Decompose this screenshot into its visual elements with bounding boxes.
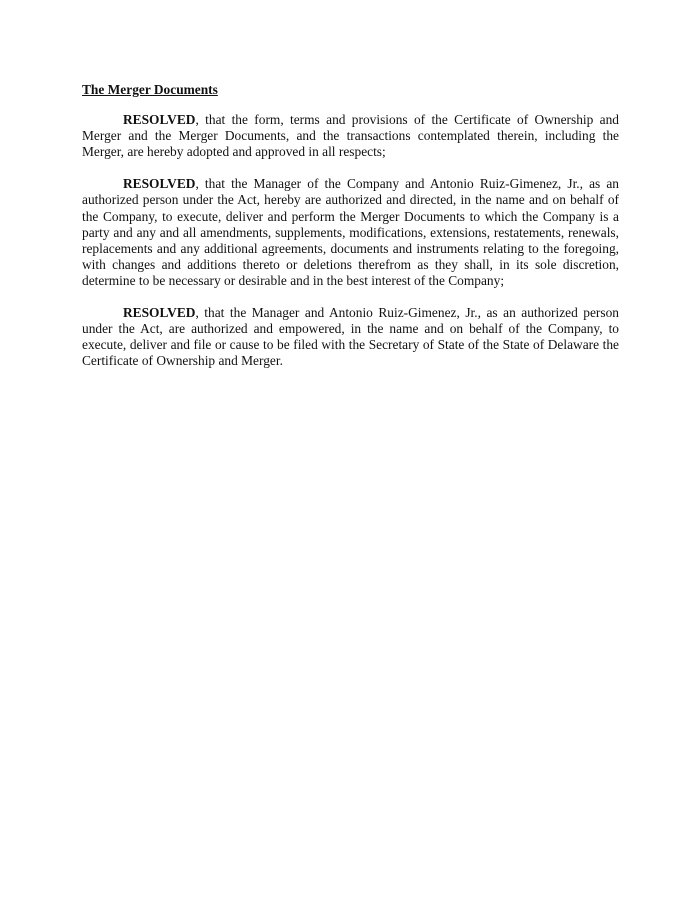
section-heading: The Merger Documents [82, 82, 218, 97]
resolution-lead: RESOLVED [123, 176, 196, 192]
resolution-paragraph-2 [82, 176, 619, 289]
resolution-text: , that the Manager of the Company and Antonio Ruiz-Gimenez, Jr., as an authorized person under the Act, hereby are authorized and directed, in the name and on behalf of the Company, to execute, deliver and perform the Merger Documents to which the Company is a party and any and all amendments, supplements, modifications, extensions, restatements, renewals, replacements and any additional agreements, documents and instruments relating to the foregoing, with changes and additions thereto or deletions therefrom as they shall, in its sole discretion, determine to be necessary or desirable and in the best interest of the Company; [82, 176, 619, 288]
resolution-paragraph-3 [82, 305, 619, 369]
resolution-text: , that the form, terms and provisions of the Certificate of Ownership and Merger and the Merger Documents, and the transactions contemplated therein, including the Merger, are hereby adopted and approved in all respects; [82, 112, 619, 160]
resolution-paragraph-1 [82, 112, 619, 160]
resolution-text: , that the Manager and Antonio Ruiz-Gimenez, Jr., as an authorized person under the Act, are authorized and empowered, in the name and on behalf of the Company, to execute, deliver and file or cause to be filed with the Secretary of State of the State of Delaware the Certificate of Ownership and Merger. [82, 305, 619, 369]
resolution-lead: RESOLVED [123, 305, 196, 321]
resolution-lead: RESOLVED [123, 112, 196, 128]
document-body [82, 82, 619, 385]
